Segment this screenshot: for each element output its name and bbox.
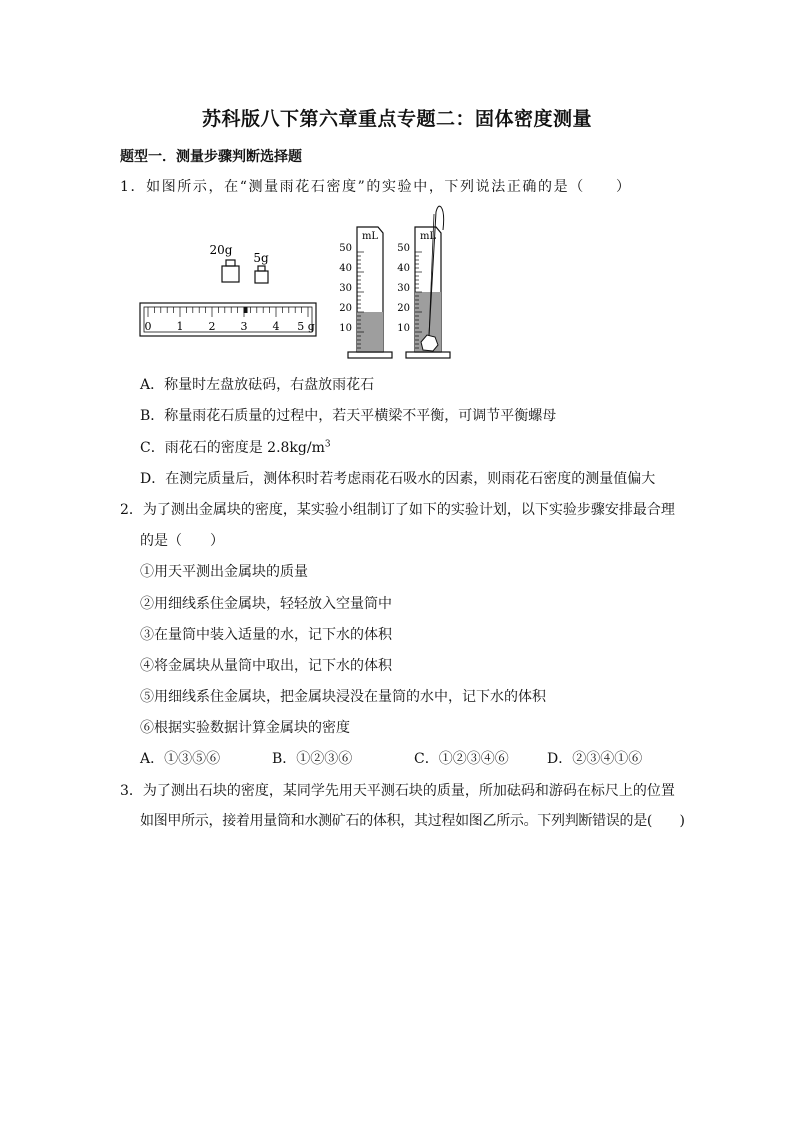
svg-text:40: 40 xyxy=(397,263,410,274)
question-1-option-b: B．称量雨花石质量的过程中，若天平横梁不平衡，可调节平衡螺母 xyxy=(140,408,557,424)
option-c-superscript: 3 xyxy=(324,439,331,450)
question-2-step-6: ⑥根据实验数据计算金属块的密度 xyxy=(140,720,350,736)
cylinder-unit-2: mL xyxy=(419,231,437,242)
question-2-step-5: ⑤用细线系住金属块，把金属块浸没在量筒的水中，记下水的体积 xyxy=(140,689,546,705)
question-2-choice-b: B．①②③⑥ xyxy=(272,751,353,767)
question-2-step-1: ①用天平测出金属块的质量 xyxy=(140,564,308,580)
svg-text:20: 20 xyxy=(397,303,410,314)
cylinder-unit-1: mL xyxy=(361,231,379,242)
weight-20g xyxy=(210,243,239,282)
question-2-stem-cont: 的是（ ） xyxy=(140,533,224,549)
ruler-label-4: 4 xyxy=(272,320,280,333)
question-1-figure xyxy=(138,202,458,364)
question-2-step-3: ③在量筒中装入适量的水，记下水的体积 xyxy=(140,627,392,643)
question-1-option-a: A．称量时左盘放砝码，右盘放雨花石 xyxy=(140,377,375,393)
question-1-option-c xyxy=(140,437,331,457)
measuring-cylinder-after xyxy=(397,206,450,358)
question-2-choice-a: A．①③⑤⑥ xyxy=(140,751,221,767)
page-title: 苏科版八下第六章重点专题二：固体密度测量 xyxy=(201,108,592,130)
option-c-text: C．雨花石的密度是 2.8kg/m xyxy=(140,440,325,456)
question-2-stem: 2．为了测出金属块的密度，某实验小组制订了如下的实验计划，以下实验步骤安排最合理 xyxy=(120,502,675,518)
svg-text:20: 20 xyxy=(339,303,352,314)
svg-text:10: 10 xyxy=(339,323,352,334)
svg-text:30: 30 xyxy=(397,283,410,294)
section-heading: 题型一．测量步骤判断选择题 xyxy=(120,149,302,165)
rider-marker xyxy=(244,307,248,313)
weight-5g-label: 5g xyxy=(253,251,269,265)
ruler-label-2: 2 xyxy=(208,320,216,333)
question-1-stem: 1．如图所示，在“测量雨花石密度”的实验中，下列说法正确的是（ ） xyxy=(120,179,632,195)
ruler-label-3: 3 xyxy=(240,320,248,333)
question-3-stem-cont: 如图甲所示，接着用量筒和水测矿石的体积，其过程如图乙所示。下列判断错误的是( ) xyxy=(140,813,685,829)
ruler-label-0: 0 xyxy=(144,320,152,333)
svg-text:50: 50 xyxy=(397,243,410,254)
question-2-choice-c: C．①②③④⑥ xyxy=(414,751,509,767)
svg-text:50: 50 xyxy=(339,243,352,254)
question-2-choice-d: D．②③④①⑥ xyxy=(547,751,643,767)
question-3-stem: 3．为了测出石块的密度，某同学先用天平测石块的质量，所加砝码和游码在标尺上的位置 xyxy=(120,783,675,799)
measuring-cylinder-before xyxy=(339,227,392,358)
question-2-step-4: ④将金属块从量筒中取出，记下水的体积 xyxy=(140,658,392,674)
ruler-label-5: 5 g xyxy=(297,320,315,333)
svg-text:40: 40 xyxy=(339,263,352,274)
svg-text:10: 10 xyxy=(397,323,410,334)
question-2-step-2: ②用细线系住金属块，轻轻放入空量筒中 xyxy=(140,596,392,612)
ruler-label-1: 1 xyxy=(176,320,184,333)
svg-text:30: 30 xyxy=(339,283,352,294)
weight-5g xyxy=(253,251,269,283)
weight-20g-label: 20g xyxy=(209,243,233,257)
balance-ruler xyxy=(140,303,316,336)
question-1-option-d: D．在测完质量后，测体积时若考虑雨花石吸水的因素，则雨花石密度的测量值偏大 xyxy=(140,471,656,487)
